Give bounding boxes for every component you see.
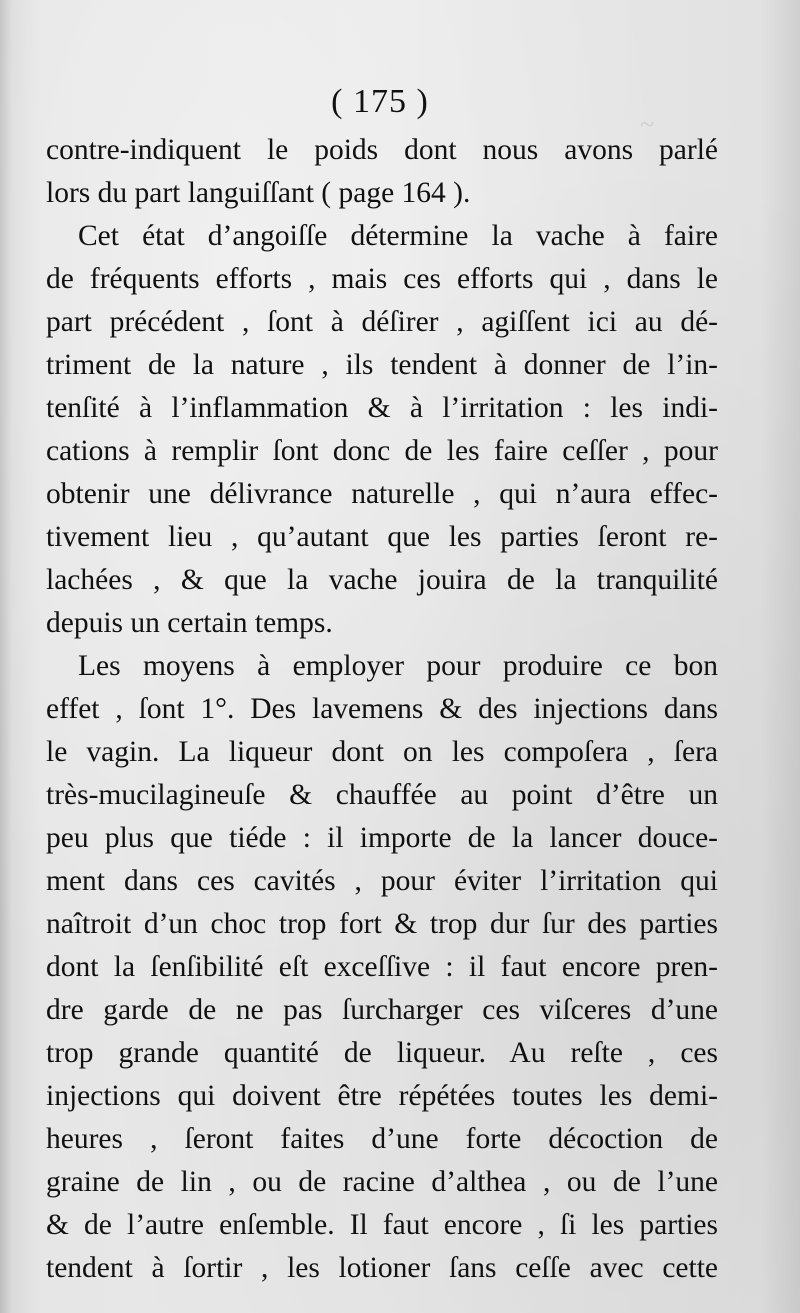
text-line: triment de la nature , ils tendent à donner de l’in-: [46, 351, 718, 381]
text-line: lachées , & que la vache jouira de la tranquilité: [46, 566, 718, 596]
page-number: ( 175 ): [331, 83, 429, 120]
text-line: ment dans ces cavités , pour éviter l’irritation qui: [46, 867, 718, 897]
text-line: tenſité à l’inflammation & à l’irritation : les indi-: [46, 394, 718, 424]
text-line: tivement lieu , qu’autant que les parties ſeront re-: [46, 523, 718, 553]
text-line: effet , ſont 1°. Des lavemens & des injections dans: [46, 695, 718, 725]
text-line: peu plus que tiéde : il importe de la lancer douce-: [46, 824, 718, 854]
text-line: lors du part languiſſant ( page 164 ).: [46, 179, 471, 209]
text-line: tendent à ſortir , les lotioner ſans ceſſe avec cette: [46, 1254, 718, 1284]
show-through-mark: ~: [640, 110, 655, 139]
text-line: trop grande quantité de liqueur. Au reſte , ces: [46, 1039, 718, 1069]
text-line: très-mucilagineuſe & chauffée au point d’être un: [46, 781, 718, 811]
text-line: le vagin. La liqueur dont on les compoſera , ſera: [46, 738, 718, 768]
text-line: injections qui doivent être répétées toutes les demi-: [46, 1082, 718, 1112]
text-line: obtenir une délivrance naturelle , qui n’aura effec-: [46, 480, 718, 510]
text-line: cations à remplir ſont donc de les faire ceſſer , pour: [46, 437, 718, 467]
text-line: & de l’autre enſemble. Il faut encore , ſi les parties: [46, 1211, 718, 1241]
text-line: dre garde de ne pas ſurcharger ces viſceres d’une: [46, 996, 718, 1026]
text-line: Les moyens à employer pour produire ce bon: [78, 652, 718, 682]
text-line: graine de lin , ou de racine d’althea , ou de l’une: [46, 1168, 718, 1198]
text-line: naîtroit d’un choc trop fort & trop dur ſur des parties: [46, 910, 718, 940]
text-line: contre-indiquent le poids dont nous avons parlé: [46, 136, 718, 166]
text-line: depuis un certain temps.: [46, 609, 333, 639]
text-line: part précédent , ſont à déſirer , agiſſent ici au dé-: [46, 308, 718, 338]
text-line: heures , ſeront faites d’une forte décoction de: [46, 1125, 718, 1155]
text-line: Cet état d’angoiſſe détermine la vache à faire: [78, 222, 718, 252]
text-line: de fréquents efforts , mais ces efforts qui , dans le: [46, 265, 718, 295]
text-line: dont la ſenſibilité eſt exceſſive : il faut encore pren-: [46, 953, 718, 983]
